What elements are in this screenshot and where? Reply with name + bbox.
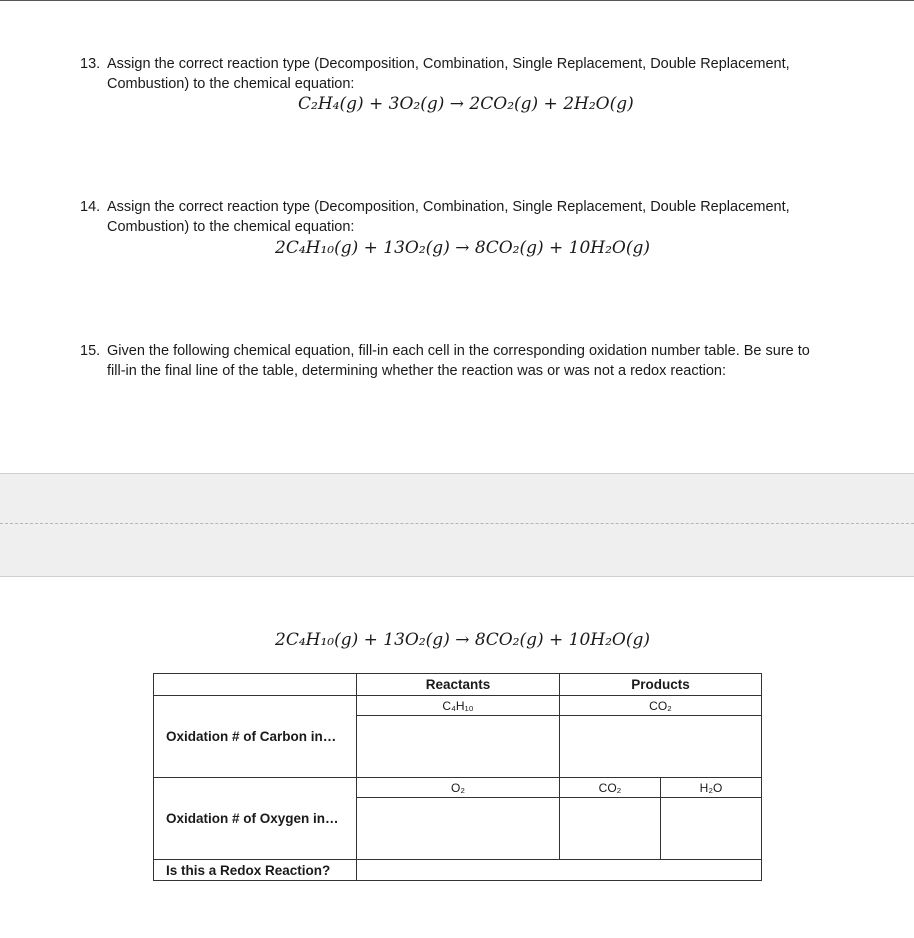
redox-answer-cell[interactable] bbox=[357, 860, 762, 881]
oxygen-row-label: Oxidation # of Oxygen in… bbox=[154, 778, 357, 860]
carbon-reactant-species: C₄H₁₀ bbox=[357, 696, 560, 716]
redox-question-label: Is this a Redox Reaction? bbox=[154, 860, 357, 881]
question-14-number: 14. bbox=[80, 199, 101, 215]
carbon-product-answer-cell[interactable] bbox=[560, 716, 762, 778]
oxygen-reactant-answer-cell[interactable] bbox=[357, 798, 560, 860]
oxygen-reactant-species: O₂ bbox=[357, 778, 560, 798]
question-15-line-2: fill-in the final line of the table, determining whether the reaction was or was not a redox reaction: bbox=[107, 363, 727, 379]
question-14 bbox=[80, 197, 880, 237]
oxidation-number-table bbox=[153, 673, 762, 881]
question-15 bbox=[80, 341, 900, 381]
empty-corner-cell bbox=[154, 674, 357, 696]
page-break-band bbox=[0, 473, 914, 577]
equation-15: 2C₄H₁₀(g) + 13O₂(g) → 8CO₂(g) + 10H₂O(g) bbox=[275, 630, 651, 650]
carbon-reactant-answer-cell[interactable] bbox=[357, 716, 560, 778]
question-13 bbox=[80, 54, 880, 94]
question-15-line-1: Given the following chemical equation, fill-in each cell in the corresponding oxidation number table. Be sure to bbox=[107, 343, 810, 359]
question-13-line-1: Assign the correct reaction type (Decomposition, Combination, Single Replacement, Double Replacement, bbox=[107, 56, 790, 72]
equation-13: C₂H₄(g) + 3O₂(g) → 2CO₂(g) + 2H₂O(g) bbox=[298, 94, 634, 114]
carbon-row-label: Oxidation # of Carbon in… bbox=[154, 696, 357, 778]
products-header: Products bbox=[560, 674, 762, 696]
oxygen-product-2-answer-cell[interactable] bbox=[661, 798, 762, 860]
oxygen-product-1-answer-cell[interactable] bbox=[560, 798, 661, 860]
reactants-header: Reactants bbox=[357, 674, 560, 696]
oxygen-product-species-2: H₂O bbox=[661, 778, 762, 798]
top-rule bbox=[0, 0, 914, 1]
page-break-dashed-line bbox=[0, 523, 914, 524]
equation-14: 2C₄H₁₀(g) + 13O₂(g) → 8CO₂(g) + 10H₂O(g) bbox=[275, 238, 651, 258]
question-15-number: 15. bbox=[80, 343, 101, 359]
question-13-number: 13. bbox=[80, 56, 101, 72]
question-13-line-2: Combustion) to the chemical equation: bbox=[107, 76, 355, 92]
question-14-line-1: Assign the correct reaction type (Decomposition, Combination, Single Replacement, Double Replacement, bbox=[107, 199, 790, 215]
oxygen-product-species-1: CO₂ bbox=[560, 778, 661, 798]
question-14-line-2: Combustion) to the chemical equation: bbox=[107, 219, 355, 235]
carbon-product-species: CO₂ bbox=[560, 696, 762, 716]
